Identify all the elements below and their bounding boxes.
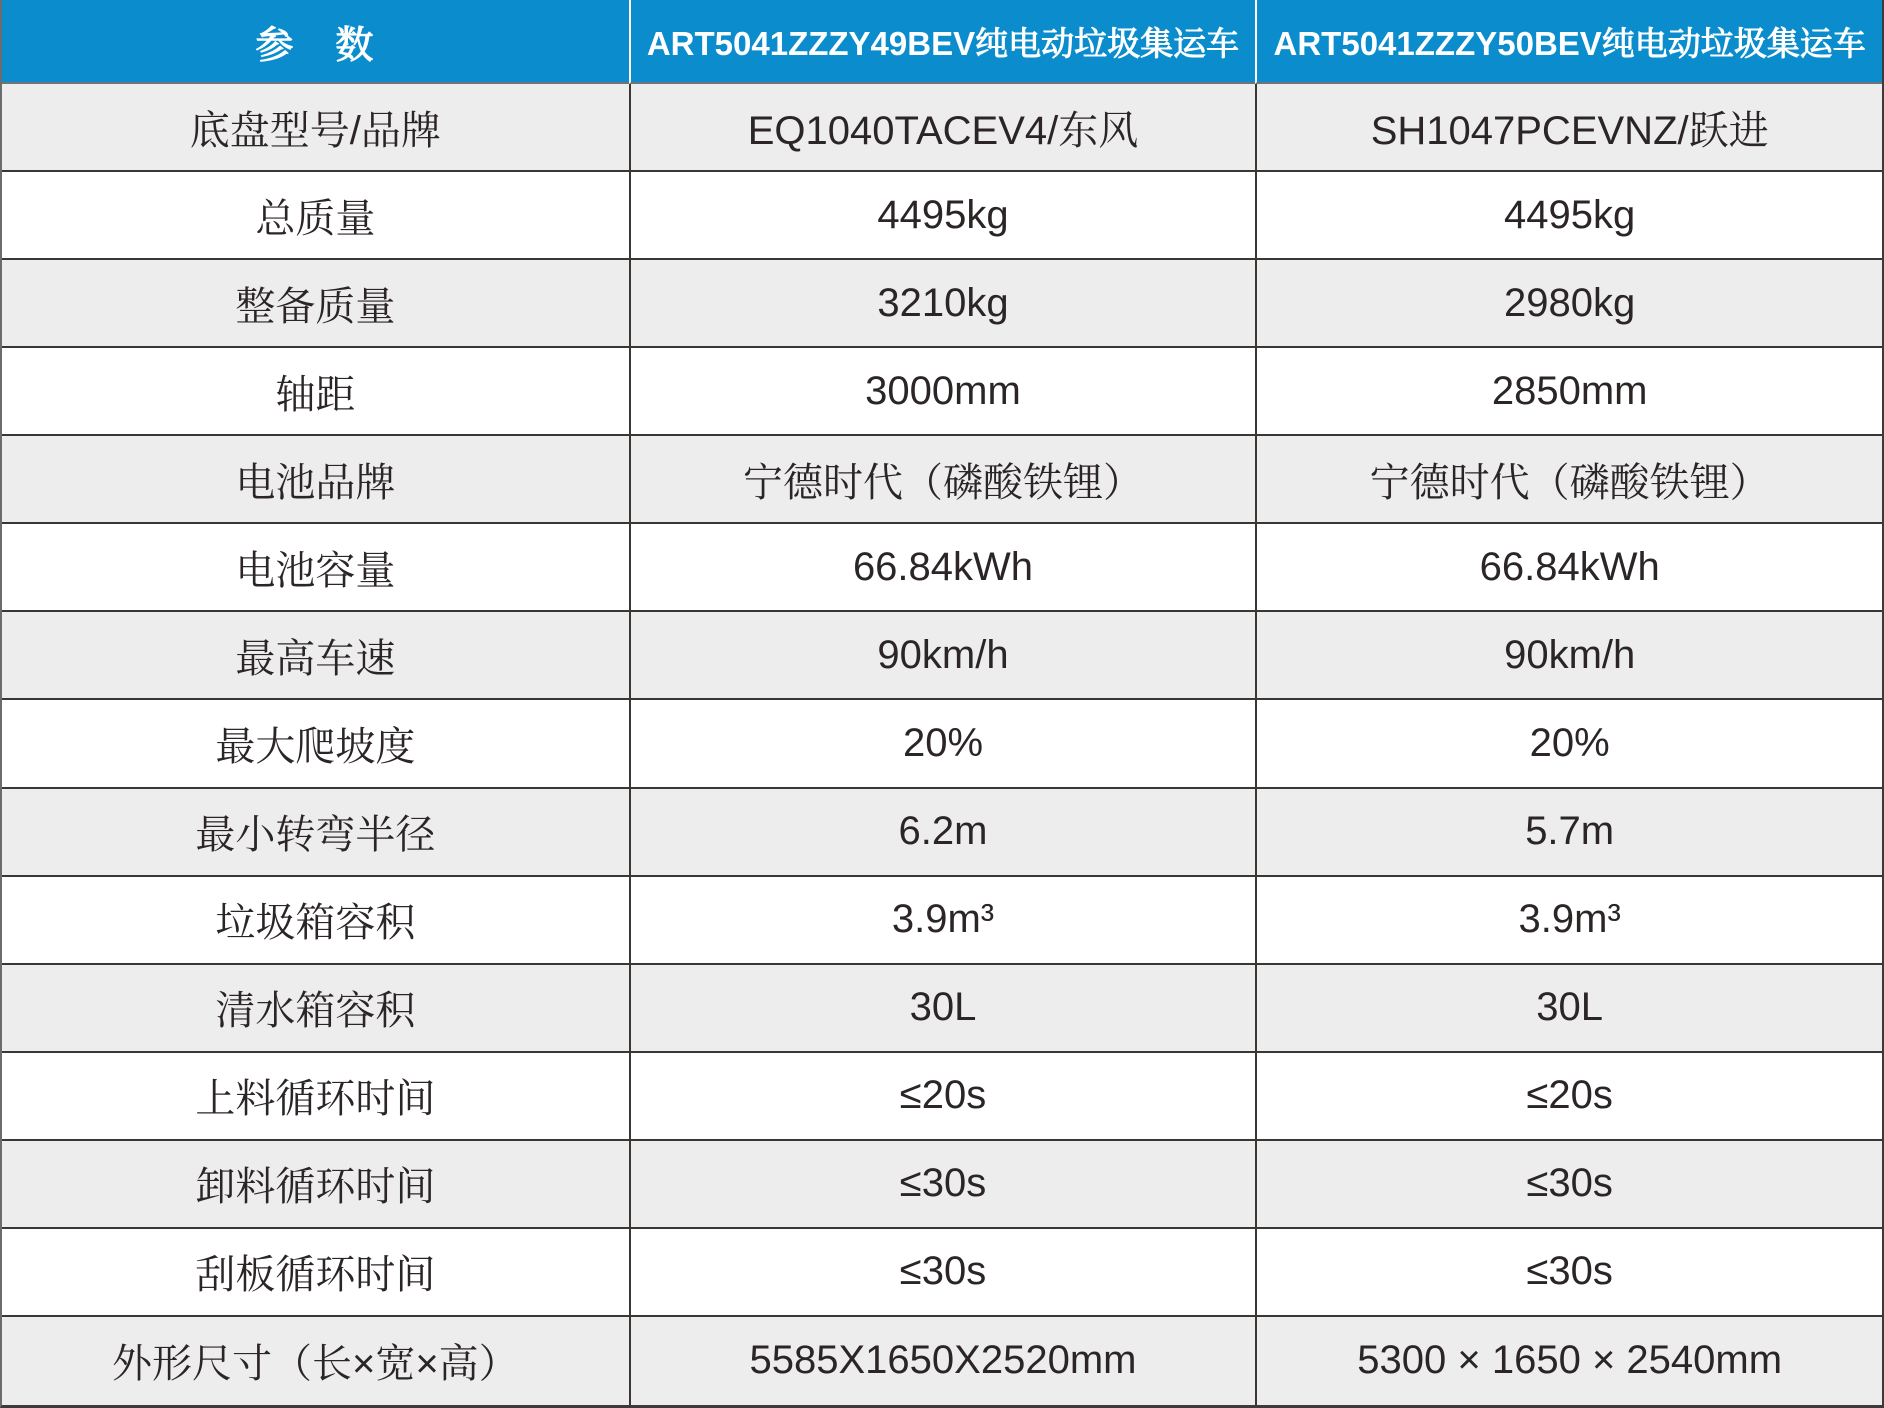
row-label-min-turning-radius: 最小转弯半径: [2, 789, 629, 877]
value-max-speed-model2: 90km/h: [1255, 612, 1882, 700]
row-label-overall-dimensions: 外形尺寸（长×宽×高）: [2, 1317, 629, 1405]
value-loading-cycle-time-model2: ≤20s: [1255, 1053, 1882, 1141]
value-overall-dimensions-model1: 5585X1650X2520mm: [629, 1317, 1256, 1405]
value-overall-dimensions-model2: 5300 × 1650 × 2540mm: [1255, 1317, 1882, 1405]
row-label-battery-brand: 电池品牌: [2, 436, 629, 524]
value-gross-weight-model2: 4495kg: [1255, 172, 1882, 260]
row-label-loading-cycle-time: 上料循环时间: [2, 1053, 629, 1141]
value-scraper-cycle-time-model2: ≤30s: [1255, 1229, 1882, 1317]
value-gross-weight-model1: 4495kg: [629, 172, 1256, 260]
value-chassis-model1: EQ1040TACEV4/东风: [629, 84, 1256, 172]
value-water-tank-volume-model1: 30L: [629, 965, 1256, 1053]
row-label-max-gradeability: 最大爬坡度: [2, 700, 629, 788]
value-scraper-cycle-time-model1: ≤30s: [629, 1229, 1256, 1317]
value-curb-weight-model1: 3210kg: [629, 260, 1256, 348]
value-garbage-box-volume-model2: 3.9m³: [1255, 877, 1882, 965]
value-chassis-model2: SH1047PCEVNZ/跃进: [1255, 84, 1882, 172]
value-garbage-box-volume-model1: 3.9m³: [629, 877, 1256, 965]
row-label-wheelbase: 轴距: [2, 348, 629, 436]
row-label-chassis: 底盘型号/品牌: [2, 84, 629, 172]
header-model-2: ART5041ZZZY50BEV纯电动垃圾集运车: [1255, 0, 1882, 84]
value-water-tank-volume-model2: 30L: [1255, 965, 1882, 1053]
value-loading-cycle-time-model1: ≤20s: [629, 1053, 1256, 1141]
header-parameter: 参 数: [2, 0, 629, 84]
row-label-water-tank-volume: 清水箱容积: [2, 965, 629, 1053]
value-wheelbase-model2: 2850mm: [1255, 348, 1882, 436]
value-min-turning-radius-model1: 6.2m: [629, 789, 1256, 877]
value-max-speed-model1: 90km/h: [629, 612, 1256, 700]
header-model-1: ART5041ZZZY49BEV纯电动垃圾集运车: [629, 0, 1256, 84]
row-label-max-speed: 最高车速: [2, 612, 629, 700]
row-label-garbage-box-volume: 垃圾箱容积: [2, 877, 629, 965]
row-label-battery-capacity: 电池容量: [2, 524, 629, 612]
value-battery-capacity-model2: 66.84kWh: [1255, 524, 1882, 612]
row-label-unloading-cycle-time: 卸料循环时间: [2, 1141, 629, 1229]
value-unloading-cycle-time-model2: ≤30s: [1255, 1141, 1882, 1229]
value-max-gradeability-model1: 20%: [629, 700, 1256, 788]
value-battery-brand-model1: 宁德时代（磷酸铁锂）: [629, 436, 1256, 524]
value-max-gradeability-model2: 20%: [1255, 700, 1882, 788]
value-battery-brand-model2: 宁德时代（磷酸铁锂）: [1255, 436, 1882, 524]
value-unloading-cycle-time-model1: ≤30s: [629, 1141, 1256, 1229]
row-label-scraper-cycle-time: 刮板循环时间: [2, 1229, 629, 1317]
value-curb-weight-model2: 2980kg: [1255, 260, 1882, 348]
row-label-gross-weight: 总质量: [2, 172, 629, 260]
value-wheelbase-model1: 3000mm: [629, 348, 1256, 436]
value-battery-capacity-model1: 66.84kWh: [629, 524, 1256, 612]
row-label-curb-weight: 整备质量: [2, 260, 629, 348]
value-min-turning-radius-model2: 5.7m: [1255, 789, 1882, 877]
